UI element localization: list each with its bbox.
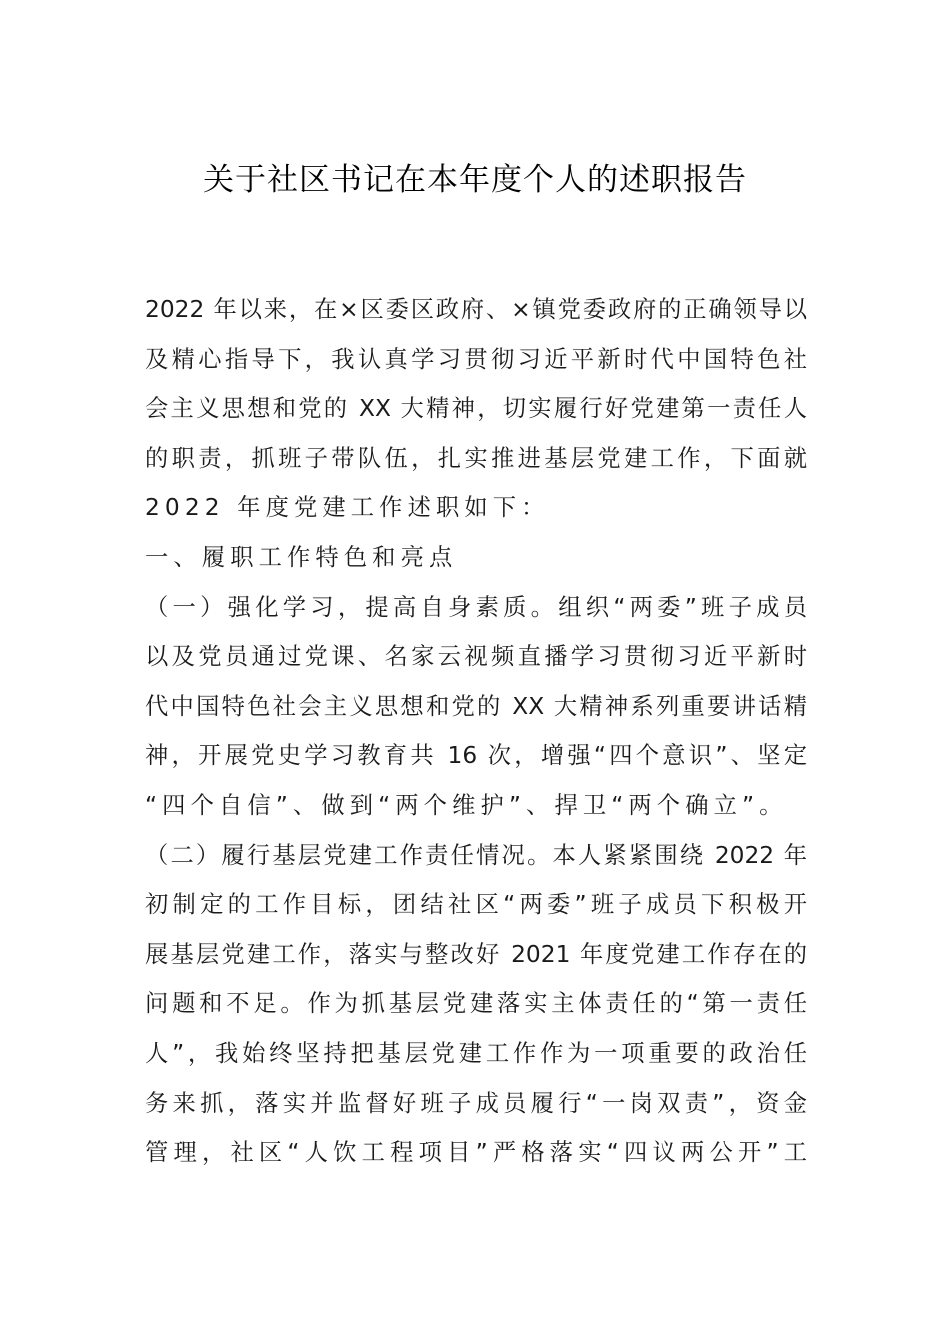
paragraph-line: 以及党员通过党课、名家云视频直播学习贯彻习近平新时	[145, 643, 807, 671]
paragraph-line: 代中国特色社会主义思想和党的 XX 大精神系列重要讲话精	[145, 692, 807, 720]
paragraph-line: 会主义思想和党的 XX 大精神，切实履行好党建第一责任人	[145, 395, 807, 423]
paragraph-line: 人”，我始终坚持把基层党建工作作为一项重要的政治任	[145, 1039, 807, 1067]
paragraph-line: （一）强化学习，提高自身素质。组织“两委”班子成员	[145, 593, 807, 621]
paragraph-line: 展基层党建工作，落实与整改好 2021 年度党建工作存在的	[145, 940, 807, 968]
section-heading: 一、履职工作特色和亮点	[145, 543, 458, 571]
paragraph-line: 问题和不足。作为抓基层党建落实主体责任的“第一责任	[145, 990, 807, 1018]
paragraph-line: 2022 年度党建工作述职如下：	[145, 494, 550, 522]
paragraph-line: 初制定的工作目标，团结社区“两委”班子成员下积极开	[145, 891, 807, 919]
paragraph-line: 神，开展党史学习教育共 16 次，增强“四个意识”、坚定	[145, 742, 807, 770]
paragraph-line: 务来抓，落实并监督好班子成员履行“一岗双责”，资金	[145, 1089, 807, 1117]
paragraph-line: 的职责，抓班子带队伍，扎实推进基层党建工作，下面就	[145, 444, 807, 472]
paragraph-line: 2022 年以来，在×区委区政府、×镇党委政府的正确领导以	[145, 296, 807, 323]
document-title: 关于社区书记在本年度个人的述职报告	[203, 162, 747, 198]
paragraph-line: 管理，社区“人饮工程项目”严格落实“四议两公开”工	[145, 1139, 807, 1167]
paragraph-line: 及精心指导下，我认真学习贯彻习近平新时代中国特色社	[145, 345, 807, 373]
document-body	[145, 290, 807, 1183]
paragraph-line: （二）履行基层党建工作责任情况。本人紧紧围绕 2022 年	[145, 841, 807, 869]
paragraph-line: “四个自信”、做到“两个维护”、捍卫“两个确立”。	[145, 791, 788, 819]
